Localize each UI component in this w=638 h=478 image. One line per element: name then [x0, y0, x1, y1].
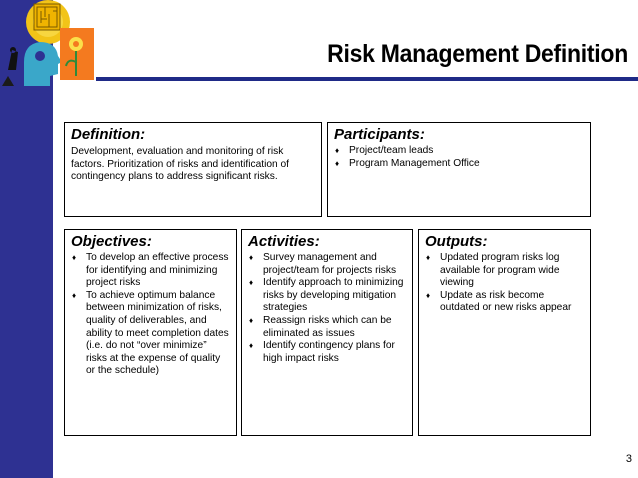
objectives-list — [71, 252, 230, 378]
outputs-list — [425, 252, 584, 315]
list-item: ♦ Reassign risks which can be eliminated as issues — [248, 315, 406, 340]
list-item: ♦ To achieve optimum balance between minimization of risks, quality of deliverables, and ability to meet completion dates (i.e. do not “over minimize” risks at the expense of quality or the schedule) — [71, 290, 230, 378]
list-item: ♦ To develop an effective process for identifying and minimizing project risks — [71, 252, 230, 290]
logo-graphic — [0, 0, 96, 86]
participants-list — [334, 145, 584, 170]
activities-heading: Activities: — [248, 233, 320, 250]
list-item: ♦ Project/team leads — [334, 145, 584, 158]
page-title: Risk Management Definition — [327, 40, 628, 68]
list-item: ♦ Identify approach to minimizing risks by developing mitigation strategies — [248, 277, 406, 315]
participants-box — [327, 122, 591, 217]
definition-box — [64, 122, 322, 217]
definition-heading: Definition: — [71, 126, 146, 143]
activities-box — [241, 229, 413, 436]
list-item: ♦ Identify contingency plans for high impact risks — [248, 340, 406, 365]
objectives-heading: Objectives: — [71, 233, 152, 250]
list-item: ♦ Survey management and project/team for projects risks — [248, 252, 406, 277]
maze-icon — [34, 4, 60, 30]
list-item: ♦ Update as risk become outdated or new risks appear — [425, 290, 584, 315]
page-number: 3 — [625, 453, 632, 465]
objectives-box — [64, 229, 237, 436]
definition-text: Development, evaluation and monitoring of risk factors. Prioritization of risks and identification of contingency plans to address significant risks. — [71, 146, 289, 183]
activities-list — [248, 252, 406, 365]
list-item: ♦ Program Management Office — [334, 158, 584, 171]
title-underline — [96, 77, 638, 81]
list-item: ♦ Updated program risks log available for program wide viewing — [425, 252, 584, 290]
outputs-heading: Outputs: — [425, 233, 488, 250]
participants-heading: Participants: — [334, 126, 425, 143]
head-silhouette-icon — [24, 42, 62, 86]
outputs-box — [418, 229, 591, 436]
